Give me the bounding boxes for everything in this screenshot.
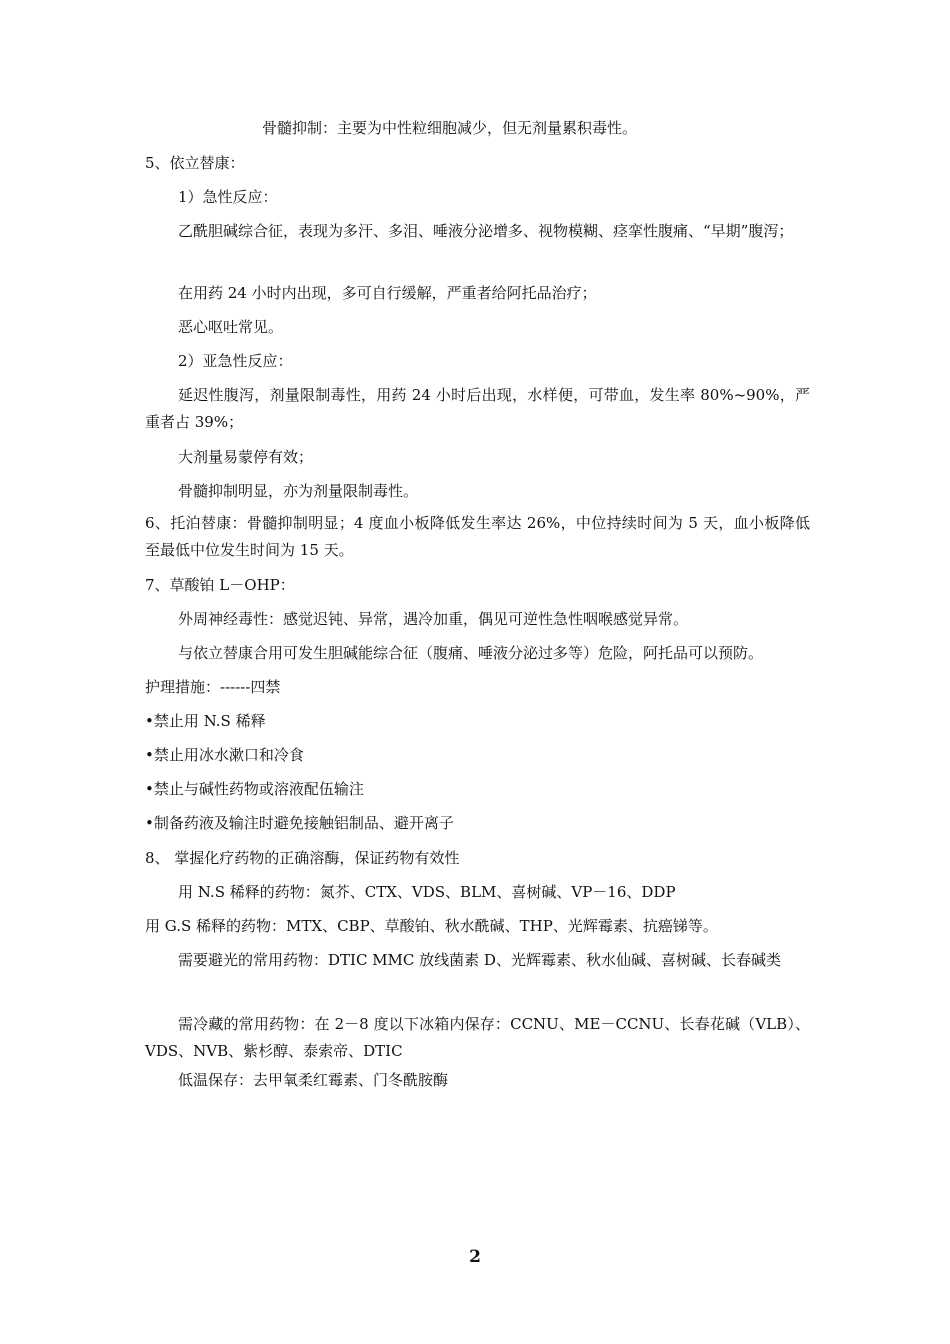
- text-line: 恶心呕吐常见。: [178, 318, 284, 336]
- text-line: 与依立替康合用可发生胆碱能综合征（腹痛、唾液分泌过多等）危险，阿托品可以预防。: [178, 644, 764, 662]
- paragraph: 需冷藏的常用药物：在 2－8 度以下冰箱内保存：CCNU、ME－CCNU、长春花碱（VLB）、VDS、NVB、紫杉醇、泰索帝、DTIC: [145, 1015, 810, 1060]
- text-line: 低温保存：去甲氧柔红霉素、门冬酰胺酶: [178, 1071, 449, 1089]
- paragraph: 延迟性腹泻，剂量限制毒性，用药 24 小时后出现，水样便，可带血，发生率 80%~90%，严重者占 39%；: [145, 386, 810, 431]
- text-line: 骨髓抑制明显，亦为剂量限制毒性。: [178, 482, 419, 500]
- section-6-paragraph: 6、托泊替康：骨髓抑制明显；4 度血小板降低发生率达 26%，中位持续时间为 5 天，血小板降低至最低中位发生时间为 15 天。: [145, 514, 810, 559]
- text-line: 在用药 24 小时内出现，多可自行缓解，严重者给阿托品治疗；: [178, 284, 597, 302]
- bullet-item: •禁止用 N.S 稀释: [145, 712, 266, 730]
- bullet-item: •禁止用冰水漱口和冷食: [145, 746, 304, 764]
- paragraph: 需要避光的常用药物：DTIC MMC 放线菌素 D、光辉霉素、秋水仙碱、喜树碱、长春碱类: [178, 951, 781, 969]
- text-line: 骨髓抑制：主要为中性粒细胞减少，但无剂量累积毒性。: [262, 119, 638, 137]
- page-number: 2: [469, 1247, 481, 1267]
- text-line: 大剂量易蒙停有效；: [178, 448, 314, 466]
- subheading-subacute: 2）亚急性反应：: [178, 352, 293, 370]
- subheading-acute: 1）急性反应：: [178, 188, 278, 206]
- section-heading-7: 7、草酸铂 L－OHP：: [145, 576, 295, 594]
- text-line: 用 N.S 稀释的药物：氮芥、CTX、VDS、BLM、喜树碱、VP－16、DDP: [178, 883, 676, 901]
- bullet-item: •禁止与碱性药物或溶液配伍输注: [145, 780, 364, 798]
- section-heading-5: 5、依立替康：: [145, 154, 245, 172]
- text-line: 用 G.S 稀释的药物：MTX、CBP、草酸铂、秋水酰碱、THP、光辉霉素、抗癌锑等。: [145, 917, 718, 935]
- bullet-item: •制备药液及输注时避免接触铝制品、避开离子: [145, 814, 454, 832]
- paragraph: 乙酰胆碱综合征，表现为多汗、多泪、唾液分泌增多、视物模糊、痉挛性腹痛、“早期”腹泻；: [178, 222, 794, 240]
- text-line: 外周神经毒性：感觉迟钝、异常，遇冷加重，偶见可逆性急性咽喉感觉异常。: [178, 610, 689, 628]
- nursing-heading: 护理措施：------四禁: [145, 678, 281, 696]
- section-heading-8: 8、 掌握化疗药物的正确溶酶，保证药物有效性: [145, 849, 460, 867]
